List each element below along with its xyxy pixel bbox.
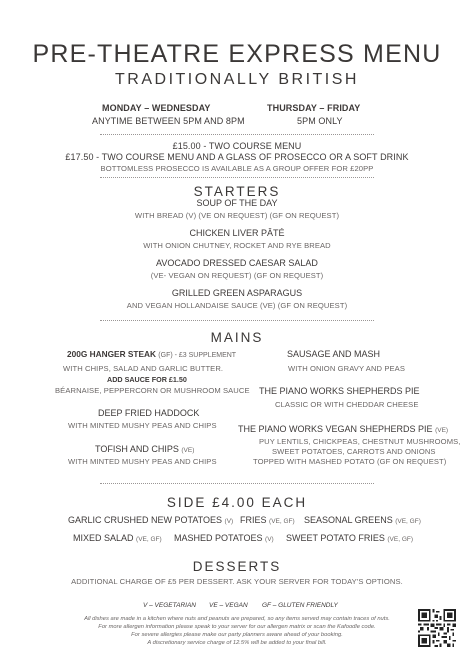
- price-prosecco: £17.50 - TWO COURSE MENU AND A GLASS OF PROSECCO OR A SOFT DRINK: [65, 152, 409, 162]
- main-desc: PUY LENTILS, CHICKPEAS, CHESTNUT MUSHROOMS,: [259, 437, 461, 446]
- side-name: SEASONAL GREENS: [304, 515, 393, 525]
- side-tag: (VE, GF): [395, 518, 421, 525]
- side-name: MIXED SALAD: [73, 533, 134, 543]
- legend-vegan: VE – VEGAN: [209, 602, 248, 609]
- side-name: SWEET POTATO FRIES: [286, 533, 385, 543]
- divider: [100, 134, 374, 135]
- side-item: [174, 533, 274, 543]
- sauce-label: ADD SAUCE FOR £1.50: [107, 375, 187, 384]
- main-steak: [67, 349, 236, 359]
- menu-title: PRE-THEATRE EXPRESS MENU: [32, 40, 442, 68]
- side-name: MASHED POTATOES: [174, 533, 263, 543]
- divider: [100, 177, 374, 178]
- schedule-right-days: THURSDAY – FRIDAY: [267, 103, 361, 113]
- main-name: THE PIANO WORKS SHEPHERDS PIE: [259, 386, 420, 396]
- side-tag: (V): [224, 518, 234, 525]
- side-tag: (VE, GF): [387, 536, 414, 543]
- schedule-right-time: 5PM ONLY: [297, 116, 343, 126]
- main-name: DEEP FRIED HADDOCK: [98, 408, 200, 418]
- side-name: GARLIC CRUSHED NEW POTATOES: [68, 515, 223, 525]
- starter-name: CHICKEN LIVER PÂTÉ: [189, 228, 285, 238]
- main-name: THE PIANO WORKS VEGAN SHEPHERDS PIE: [238, 424, 433, 434]
- mains-heading: MAINS: [210, 330, 264, 345]
- price-bottomless: BOTTOMLESS PROSECCO IS AVAILABLE AS A GROUP OFFER FOR £20PP: [100, 164, 374, 173]
- main-tofish: [95, 444, 194, 454]
- main-tag: (GF) - £3 SUPPLEMENT: [158, 352, 237, 359]
- menu-subtitle: TRADITIONALLY BRITISH: [115, 71, 359, 88]
- starter-name: AVOCADO DRESSED CAESAR SALAD: [156, 258, 318, 268]
- main-name: 200G HANGER STEAK: [67, 349, 156, 359]
- sauce-options: BÉARNAISE, PEPPERCORN OR MUSHROOM SAUCE: [55, 386, 250, 395]
- side-tag: (VE, GF): [269, 518, 295, 525]
- sides-heading: SIDE £4.00 EACH: [166, 495, 308, 510]
- side-tag: (V): [265, 536, 274, 543]
- side-item: [304, 515, 421, 525]
- footer-severe-allergies: For severe allergies please make our party planners aware ahead of your booking.: [131, 632, 343, 638]
- desserts-heading: DESSERTS: [192, 559, 282, 574]
- side-item: [73, 533, 162, 543]
- main-tag: (VE): [435, 427, 449, 434]
- main-desc: TOPPED WITH MASHED POTATO (GF ON REQUEST): [253, 457, 447, 466]
- side-item: [286, 533, 413, 543]
- desserts-note: ADDITIONAL CHARGE OF £5 PER DESSERT. ASK YOUR SERVER FOR TODAY'S OPTIONS.: [71, 577, 403, 586]
- side-name: FRIES: [240, 515, 267, 525]
- main-name: TOFISH AND CHIPS: [95, 444, 179, 454]
- main-desc: CLASSIC OR WITH CHEDDAR CHEESE: [275, 400, 419, 409]
- starter-desc: AND VEGAN HOLLANDAISE SAUCE (VE) (GF ON REQUEST): [126, 301, 348, 310]
- main-name: SAUSAGE AND MASH: [287, 349, 381, 359]
- main-vegan-pie: [238, 424, 448, 434]
- schedule-left-time: ANYTIME BETWEEN 5PM AND 8PM: [92, 116, 245, 126]
- divider: [100, 483, 374, 484]
- legend-vegetarian: V – VEGETARIAN: [143, 602, 196, 609]
- side-item: [68, 515, 233, 525]
- footer-service-charge: A discretionary service charge of 12.5% will be added to your final bill.: [147, 640, 327, 646]
- starter-desc: (VE- VEGAN ON REQUEST) (GF ON REQUEST): [150, 271, 324, 280]
- main-tag: (VE): [181, 447, 195, 454]
- starter-name: GRILLED GREEN ASPARAGUS: [171, 288, 303, 298]
- main-desc: WITH CHIPS, SALAD AND GARLIC BUTTER.: [63, 364, 224, 373]
- legend-gluten-friendly: GF – GLUTEN FRIENDLY: [262, 602, 338, 609]
- qr-code-icon[interactable]: [418, 609, 456, 647]
- starter-name: SOUP OF THE DAY: [196, 198, 278, 208]
- footer-allergen-info: For more allergen information please speak to your server for our allergen matrix or scan the Kafoodle code.: [98, 624, 376, 630]
- main-desc: SWEET POTATOES, CARROTS AND ONIONS: [272, 447, 436, 456]
- starter-desc: WITH BREAD (V) (VE ON REQUEST) (GF ON REQUEST): [134, 211, 340, 220]
- starters-heading: STARTERS: [193, 184, 281, 199]
- main-desc: WITH MINTED MUSHY PEAS AND CHIPS: [68, 421, 217, 430]
- main-desc: WITH MINTED MUSHY PEAS AND CHIPS: [68, 457, 217, 466]
- footer-nuts: All dishes are made in a kitchen where nuts and peanuts are prepared, so any items served may contain traces of nuts.: [84, 616, 390, 622]
- price-two-course: £15.00 - TWO COURSE MENU: [172, 141, 302, 151]
- side-item: [240, 515, 295, 525]
- divider: [100, 320, 374, 321]
- starter-desc: WITH ONION CHUTNEY, ROCKET AND RYE BREAD: [143, 241, 331, 250]
- main-desc: WITH ONION GRAVY AND PEAS: [288, 364, 405, 373]
- side-tag: (VE, GF): [136, 536, 162, 543]
- schedule-left-days: MONDAY – WEDNESDAY: [102, 103, 211, 113]
